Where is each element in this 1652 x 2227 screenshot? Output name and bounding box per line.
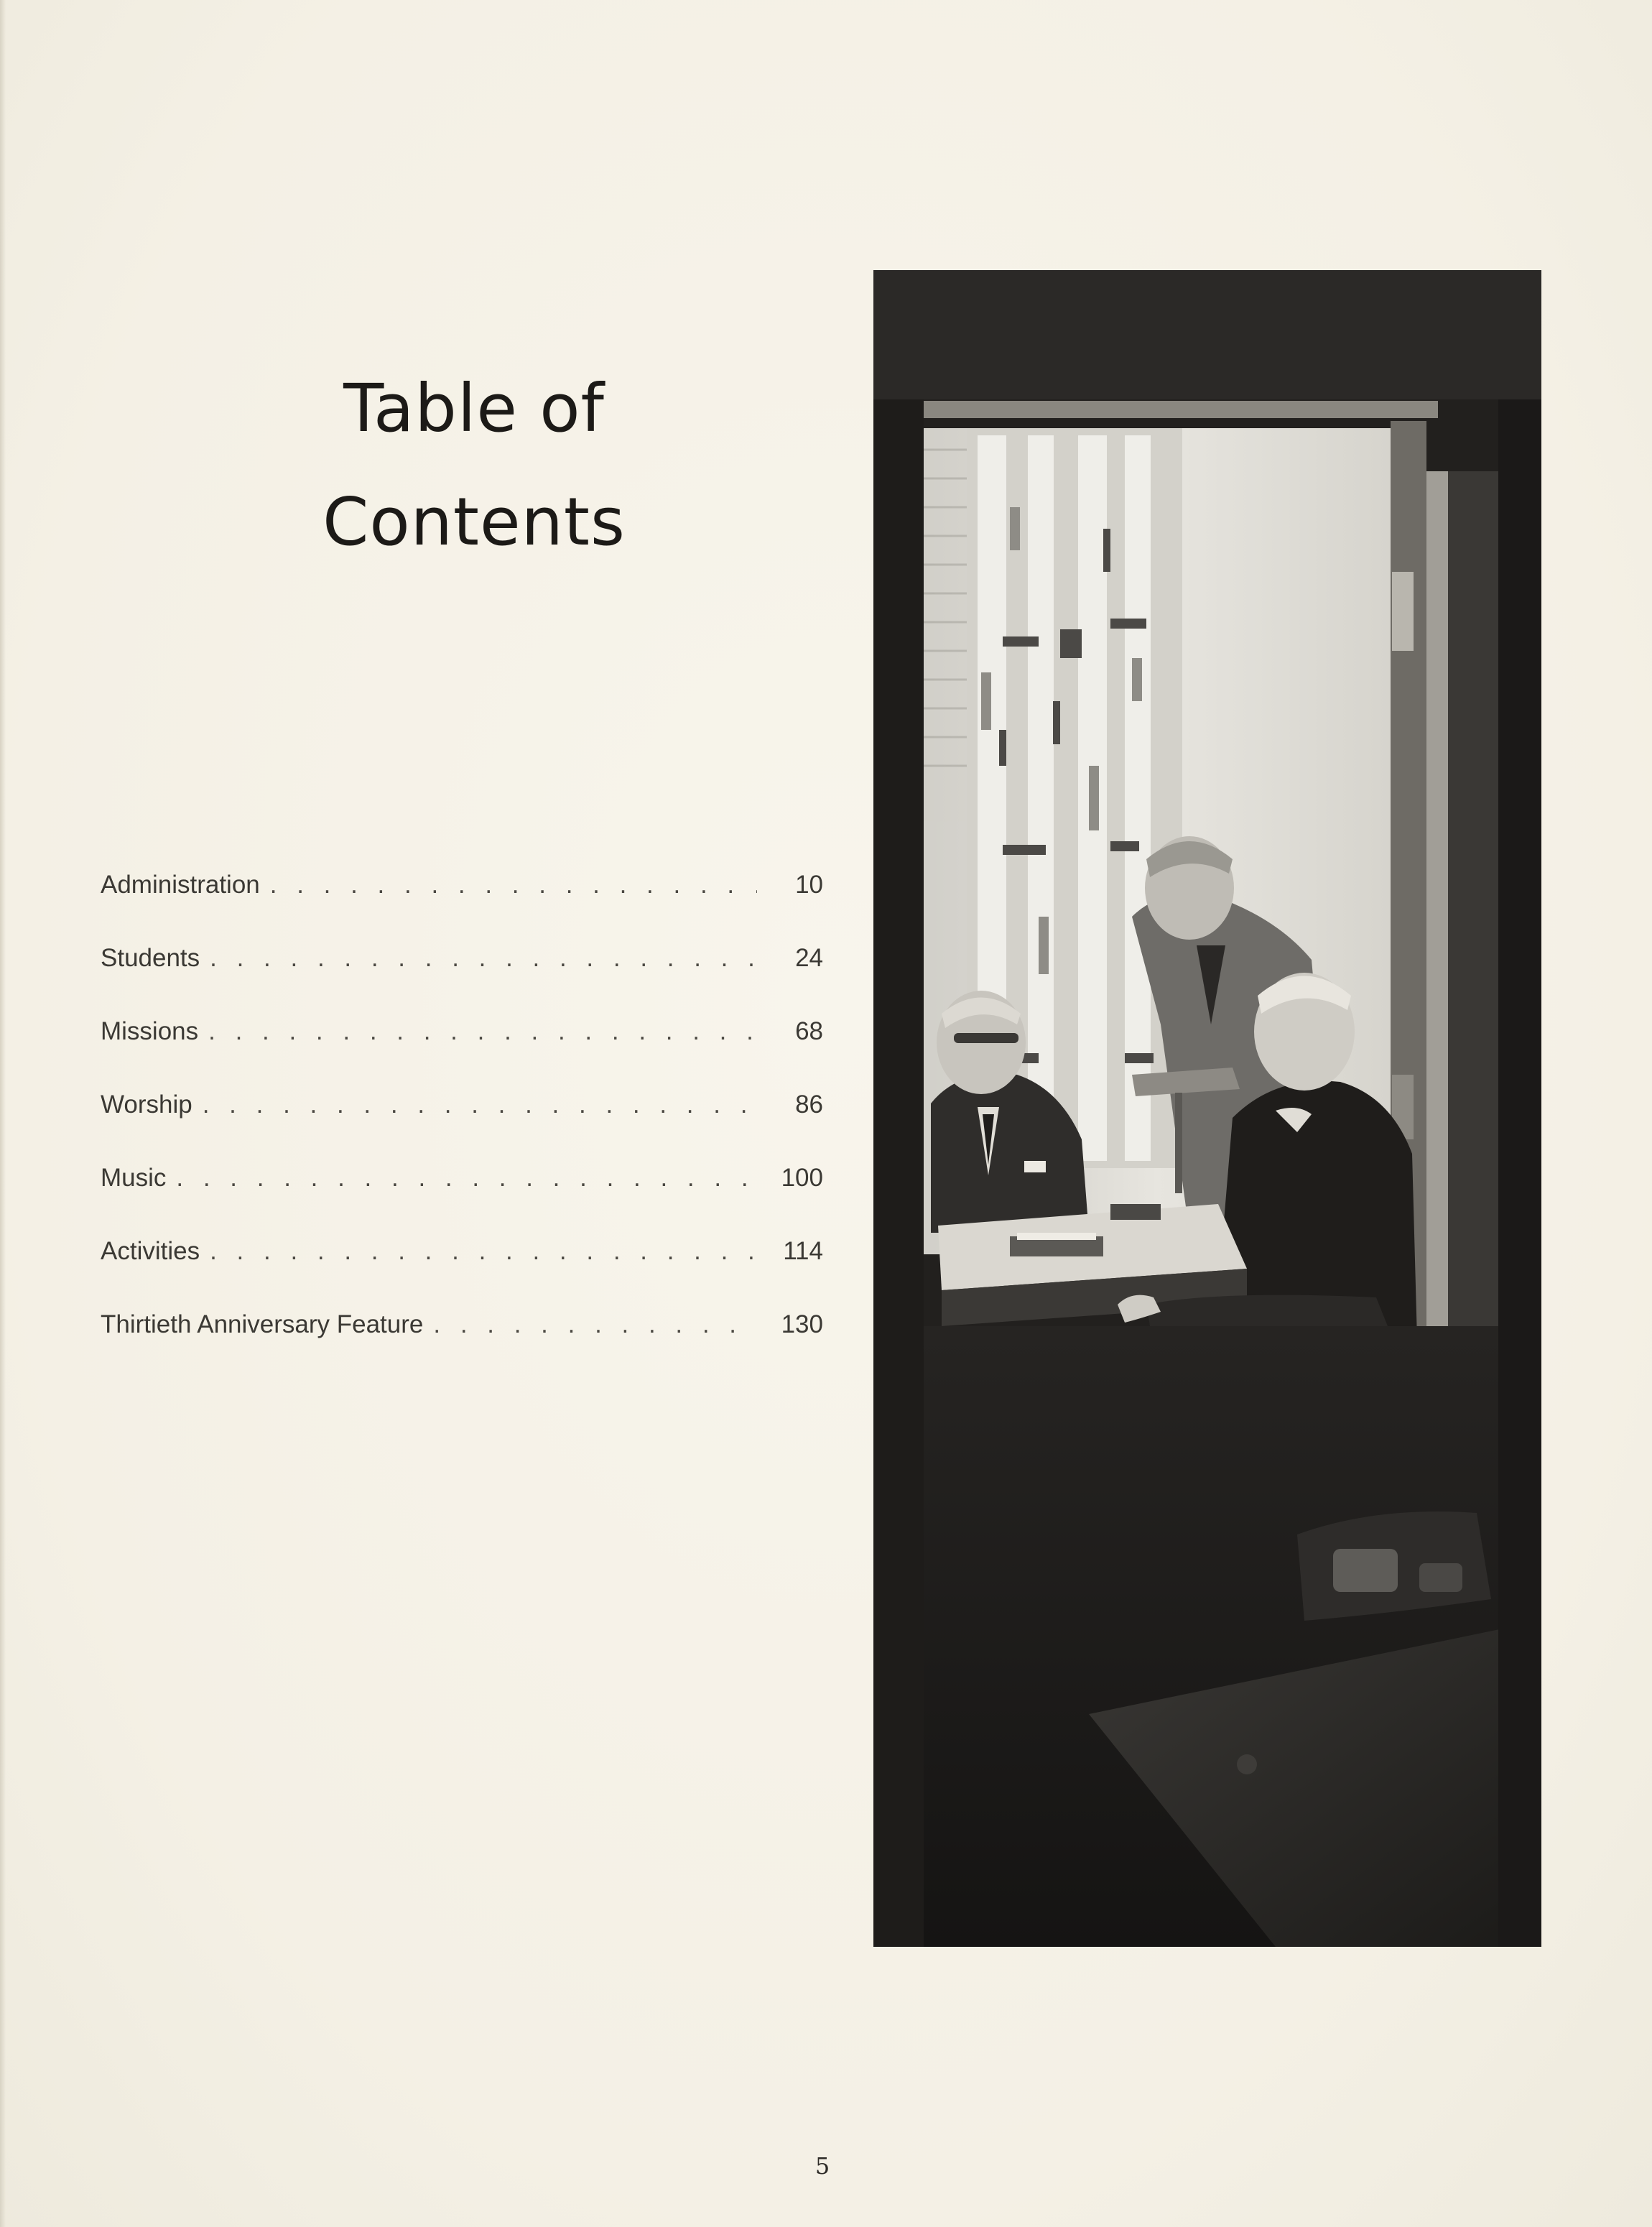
toc-entry-label: Worship <box>101 1091 192 1119</box>
upper-wall <box>873 270 1541 399</box>
toc-entry-worship <box>101 1091 823 1164</box>
toc-entry-page: 100 <box>781 1164 823 1192</box>
toc-entry-label: Activities <box>101 1237 200 1265</box>
title-line-1: Table of <box>343 370 605 447</box>
left-door-frame <box>873 399 924 1947</box>
photo-illustration <box>873 270 1541 1947</box>
toc-entry-administration <box>101 871 823 944</box>
title-line-2: Contents <box>322 483 626 560</box>
dot-leader <box>210 1237 757 1266</box>
dot-leader <box>270 871 757 899</box>
page-number: 5 <box>815 2152 830 2180</box>
table-of-contents-list <box>101 871 823 1384</box>
toc-entry-missions <box>101 1017 823 1091</box>
dot-leader <box>433 1310 757 1339</box>
toc-entry-page: 130 <box>781 1310 823 1338</box>
right-wall-shadow <box>1498 399 1541 1947</box>
dot-leader <box>203 1091 757 1119</box>
page-title <box>287 352 661 579</box>
door-lintel <box>921 401 1438 418</box>
toc-entry-students <box>101 944 823 1017</box>
toc-entry-label: Thirtieth Anniversary Feature <box>101 1310 424 1338</box>
dot-leader <box>208 1017 757 1046</box>
toc-entry-page: 86 <box>795 1091 823 1119</box>
toc-entry-label: Administration <box>101 871 260 899</box>
toc-entry-page: 68 <box>795 1017 823 1045</box>
toc-entry-page: 10 <box>795 871 823 899</box>
door-hinge-upper <box>1392 572 1414 651</box>
toc-entry-page: 114 <box>783 1237 823 1265</box>
dot-leader <box>176 1164 757 1193</box>
toc-entry-label: Music <box>101 1164 167 1192</box>
dot-leader <box>210 944 757 973</box>
page-edge-shadow <box>0 0 6 2227</box>
toc-entry-music <box>101 1164 823 1237</box>
toc-entry-thirtieth-anniversary <box>101 1310 823 1384</box>
toc-entry-label: Missions <box>101 1017 199 1045</box>
toc-entry-label: Students <box>101 944 200 972</box>
toc-entry-activities <box>101 1237 823 1310</box>
toc-entry-page: 24 <box>795 944 823 972</box>
meeting-photograph <box>873 270 1541 1947</box>
